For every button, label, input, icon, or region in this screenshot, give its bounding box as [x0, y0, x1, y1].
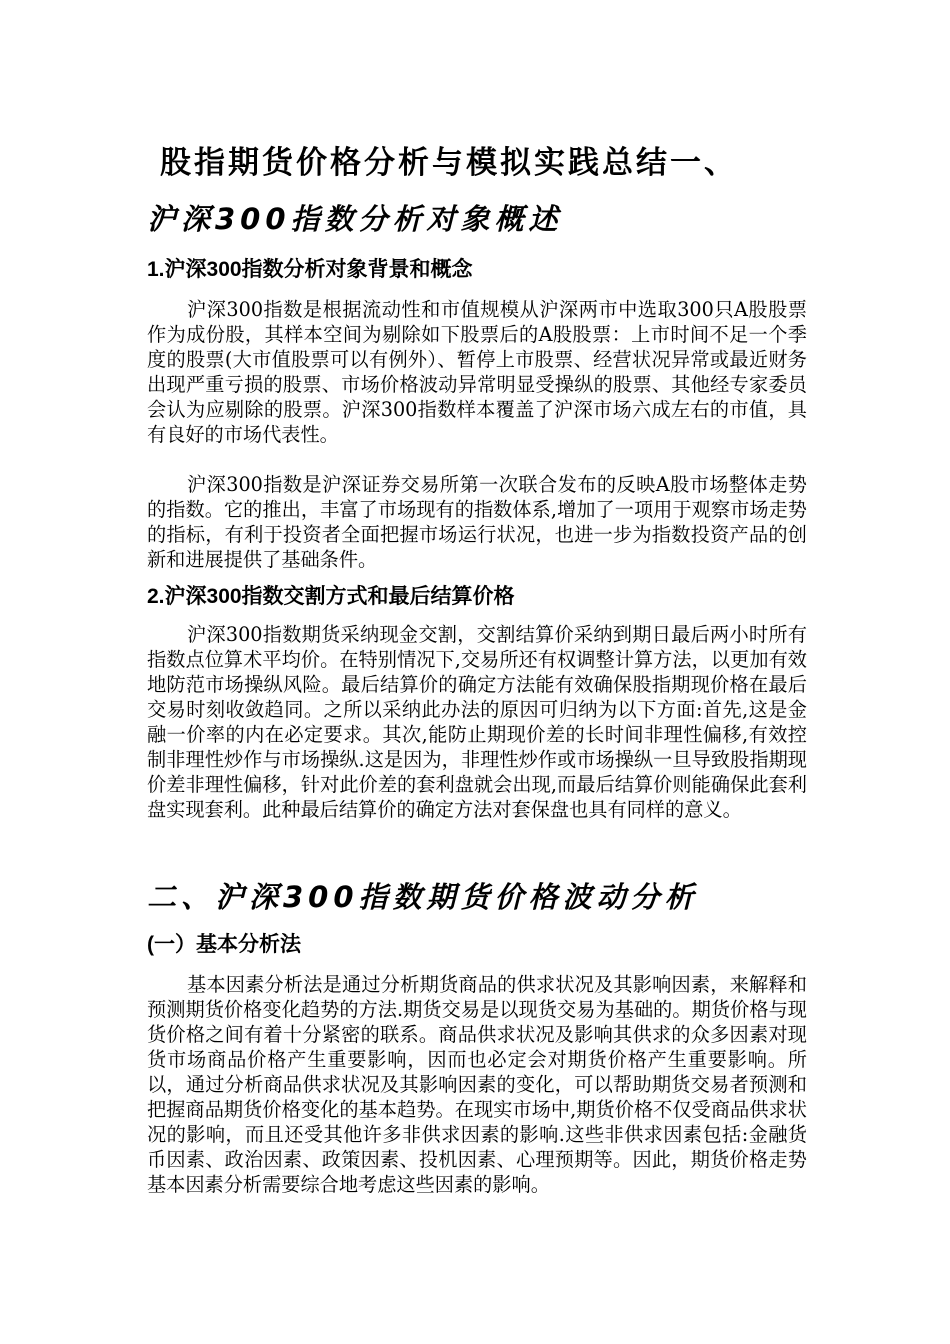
subsection-heading-1-1: 1.沪深300指数分析对象背景和概念	[147, 258, 473, 281]
section-heading-2: 二、沪深300指数期货价格波动分析	[147, 880, 699, 914]
paragraph: 沪深300指数是沪深证券交易所第一次联合发布的反映A股市场整体走势的指数。它的推出，丰富了市场现有的指数体系,增加了一项用于观察市场走势的指标，有利于投资者全面把握市场运行状况，也进一步为指数投资产品的创新和进展提供了基础条件。	[147, 473, 807, 571]
subsection-heading-1-2: 2.沪深300指数交割方式和最后结算价格	[147, 585, 515, 608]
paragraph: 沪深300指数期货采纳现金交割，交割结算价采纳到期日最后两小时所有指数点位算术平均价。在特别情况下,交易所还有权调整计算方法，以更加有效地防范市场操纵风险。最后结算价的确定方法能有效确保股指期现价格在最后交易时刻收敛趋同。之所以采纳此办法的原因可归纳为以下方面:首先,这是金融一价率的内在必定要求。其次,能防止期现价差的长时间非理性偏移,有效控制非理性炒作与市场操纵.这是因为，非理性炒作或市场操纵一旦导致股指期现价差非理性偏移，针对此价差的套利盘就会出现,而最后结算价则能确保此套利盘实现套利。此种最后结算价的确定方法对套保盘也具有同样的意义。	[147, 623, 807, 821]
paragraph: 沪深300指数是根据流动性和市值规模从沪深两市中选取300只A股股票作为成份股，其样本空间为剔除如下股票后的A股股票：上市时间不足一个季度的股票(大市值股票可以有例外）、暂停上市股票、经营状况异常或最近财务出现严重亏损的股票、市场价格波动异常明显受操纵的股票、其他经专家委员会认为应剔除的股票。沪深300指数样本覆盖了沪深市场六成左右的市值，具有良好的市场代表性。	[147, 298, 807, 446]
paragraph: 基本因素分析法是通过分析期货商品的供求状况及其影响因素，来解释和预测期货价格变化趋势的方法.期货交易是以现货交易为基础的。期货价格与现货价格之间有着十分紧密的联系。商品供求状况及影响其供求的众多因素对现货市场商品价格产生重要影响，因而也必定会对期货价格产生重要影响。所以，通过分析商品供求状况及其影响因素的变化，可以帮助期货交易者预测和把握商品期货价格变化的基本趋势。在现实市场中,期货价格不仅受商品供求状况的影响，而且还受其他许多非供求因素的影响.这些非供求因素包括:金融货币因素、政治因素、政策因素、投机因素、心理预期等。因此，期货价格走势基本因素分析需要综合地考虑这些因素的影响。	[147, 973, 807, 1196]
subsection-heading-2-1: (一）基本分析法	[147, 933, 301, 956]
document-title: 股指期货价格分析与模拟实践总结一、	[160, 145, 738, 181]
section-heading-1: 沪深300指数分析对象概述	[147, 202, 563, 236]
